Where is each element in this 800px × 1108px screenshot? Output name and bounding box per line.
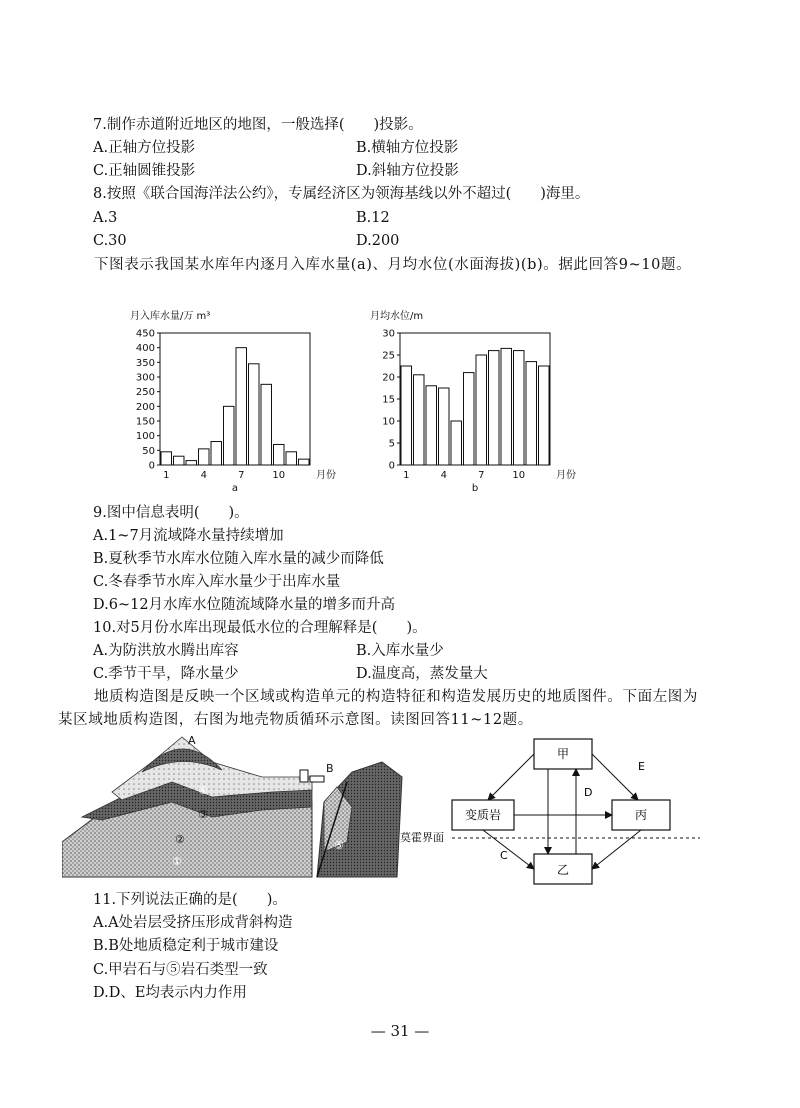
chart-a-bar <box>249 364 260 465</box>
q10-option-d: D.温度高，蒸发量大 <box>356 666 488 682</box>
chart-a-bar <box>286 452 297 465</box>
geo-label-5: ⑤ <box>334 839 344 852</box>
q8-option-c: C.30 <box>93 233 127 249</box>
chart-a-caption: a <box>231 483 239 494</box>
arrow-c-label: C <box>500 849 508 862</box>
chart-a-ytick-label: 350 <box>135 357 155 369</box>
geo-label-a: A <box>188 734 196 747</box>
q7-option-b: B.横轴方位投影 <box>356 140 459 156</box>
chart-a-bar <box>186 461 197 465</box>
q11-option-a: A.A处岩层受挤压形成背斜构造 <box>93 915 293 931</box>
arrow-e-label: E <box>638 760 645 773</box>
chart-a-xtick-label: 4 <box>200 470 207 481</box>
q10-option-c: C.季节干旱，降水量少 <box>93 666 239 682</box>
rock-cycle-figure <box>398 734 700 890</box>
chart-b-bar <box>526 362 537 465</box>
chart-b <box>370 305 590 505</box>
q9-option-a: A.1~7月流域降水量持续增加 <box>93 528 284 544</box>
q8-option-a: A.3 <box>93 210 118 226</box>
chart-b-bar <box>439 388 450 465</box>
chart-a-bar <box>261 384 272 465</box>
chart-b-bar <box>464 373 475 465</box>
chart-a-bar <box>174 456 185 465</box>
q7-option-a: A.正轴方位投影 <box>93 140 196 156</box>
box-bing-label: 丙 <box>634 808 648 822</box>
chart-b-ylabel: 月均水位/m <box>370 311 424 322</box>
geo-label-2: ② <box>175 833 185 846</box>
chart-a-bar <box>224 406 235 465</box>
chart-b-ytick-label: 30 <box>382 328 395 340</box>
q8-stem: 8.按照《联合国海洋法公约》，专属经济区为领海基线以外不超过( )海里。 <box>93 186 590 202</box>
chart-b-bar <box>501 348 512 465</box>
q8-option-b: B.12 <box>356 210 390 226</box>
q9-stem: 9.图中信息表明( )。 <box>93 505 249 521</box>
chart-b-xtick-label: 4 <box>440 470 447 481</box>
chart-a-xtick-label: 1 <box>163 470 170 481</box>
q9-option-c: C.冬春季节水库入库水量少于出库水量 <box>93 574 341 590</box>
q7-option-c: C.正轴圆锥投影 <box>93 163 196 179</box>
chart-a-bar <box>199 449 210 465</box>
chart-a-xtick-label: 10 <box>272 470 286 481</box>
chart-a-ytick-label: 450 <box>135 328 155 340</box>
chart-a-ytick-label: 400 <box>135 343 155 355</box>
chart-a-frame <box>160 333 310 465</box>
chart-b-ytick-label: 10 <box>382 416 395 428</box>
chart-b-bar <box>451 421 462 465</box>
chart-b-bar <box>426 386 437 465</box>
q10-stem: 10.对5月份水库出现最低水位的合理解释是( )。 <box>93 620 427 636</box>
chart-b-ytick-label: 25 <box>382 350 395 362</box>
geo-label-b: B <box>326 762 334 775</box>
chart-b-xlabel: 月份 <box>556 470 576 481</box>
chart-a-ytick-label: 150 <box>135 416 155 428</box>
chart-a-bar <box>299 459 310 465</box>
geologic-structure-figure <box>62 732 412 882</box>
q11-option-c: C.甲岩石与⑤岩石类型一致 <box>93 962 268 978</box>
q7-option-d: D.斜轴方位投影 <box>356 163 459 179</box>
chart-b-bar <box>514 351 525 465</box>
chart-b-ytick-label: 5 <box>388 438 395 450</box>
chart-a-ytick-label: 0 <box>148 460 155 472</box>
chart-a-ylabel: 月入库水量/万 m³ <box>130 311 211 322</box>
chart-b-xtick-label: 1 <box>403 470 410 481</box>
moho-label: 莫霍界面 <box>400 831 444 844</box>
chart-a-bar <box>236 348 247 465</box>
chart-a <box>130 305 350 505</box>
q11-option-b: B.B处地质稳定利于城市建设 <box>93 938 279 954</box>
chart-a-bar <box>161 452 172 465</box>
chart-b-bar <box>489 351 500 465</box>
geo-label-4: ④ <box>198 784 208 797</box>
chart-b-ytick-label: 15 <box>382 394 395 406</box>
q10-option-a: A.为防洪放水腾出库容 <box>93 643 239 659</box>
chart-a-bar <box>211 442 222 465</box>
q10-option-b: B.入库水量少 <box>356 643 444 659</box>
chart-a-ytick-label: 300 <box>135 372 155 384</box>
chart-b-bar <box>414 375 425 465</box>
q7-stem: 7.制作赤道附近地区的地图，一般选择( )投影。 <box>93 117 423 133</box>
chart-b-ytick-label: 0 <box>388 460 395 472</box>
chart-b-xtick-label: 10 <box>512 470 526 481</box>
geo-label-3: ③ <box>198 808 208 821</box>
q8-option-d: D.200 <box>356 233 400 249</box>
q11-stem: 11.下列说法正确的是( )。 <box>93 892 287 908</box>
chart-a-ytick-label: 250 <box>135 387 155 399</box>
box-jia-label: 甲 <box>556 747 570 761</box>
chart-b-bar <box>401 366 412 465</box>
chart-b-bar <box>476 355 487 465</box>
chart-b-bar <box>539 366 550 465</box>
box-metamorphic-label: 变质岩 <box>464 808 502 822</box>
intro-11-12: 地质构造图是反映一个区域或构造单元的构造特征和构造发展历史的地质图件。下面左图为某区域地质构造图，右图为地壳物质循环示意图。读图回答11~12题。 <box>58 689 698 728</box>
page-number: — 31 — <box>370 1022 430 1040</box>
chart-a-ytick-label: 200 <box>135 401 155 413</box>
q11-option-d: D.D、E均表示内力作用 <box>93 985 247 1001</box>
chart-a-bar <box>274 444 285 465</box>
arrow-d-label: D <box>584 786 593 799</box>
chart-b-caption: b <box>471 483 479 494</box>
geo-label-1: ① <box>172 855 182 868</box>
intro-9-10: 下图表示我国某水库年内逐月入库水量(a)、月均水位(水面海拔)(b)。据此回答9~10题。 <box>94 257 692 273</box>
chart-b-xtick-label: 7 <box>478 470 485 481</box>
chart-a-xlabel: 月份 <box>316 470 336 481</box>
box-yi-label: 乙 <box>556 863 570 877</box>
chart-a-ytick-label: 50 <box>142 445 155 457</box>
chart-b-ytick-label: 20 <box>382 372 395 384</box>
q9-option-b: B.夏秋季节水库水位随入库水量的减少而降低 <box>93 551 384 567</box>
chart-a-ytick-label: 100 <box>135 431 155 443</box>
chart-a-xtick-label: 7 <box>238 470 245 481</box>
q9-option-d: D.6~12月水库水位随流域降水量的增多而升高 <box>93 597 396 613</box>
